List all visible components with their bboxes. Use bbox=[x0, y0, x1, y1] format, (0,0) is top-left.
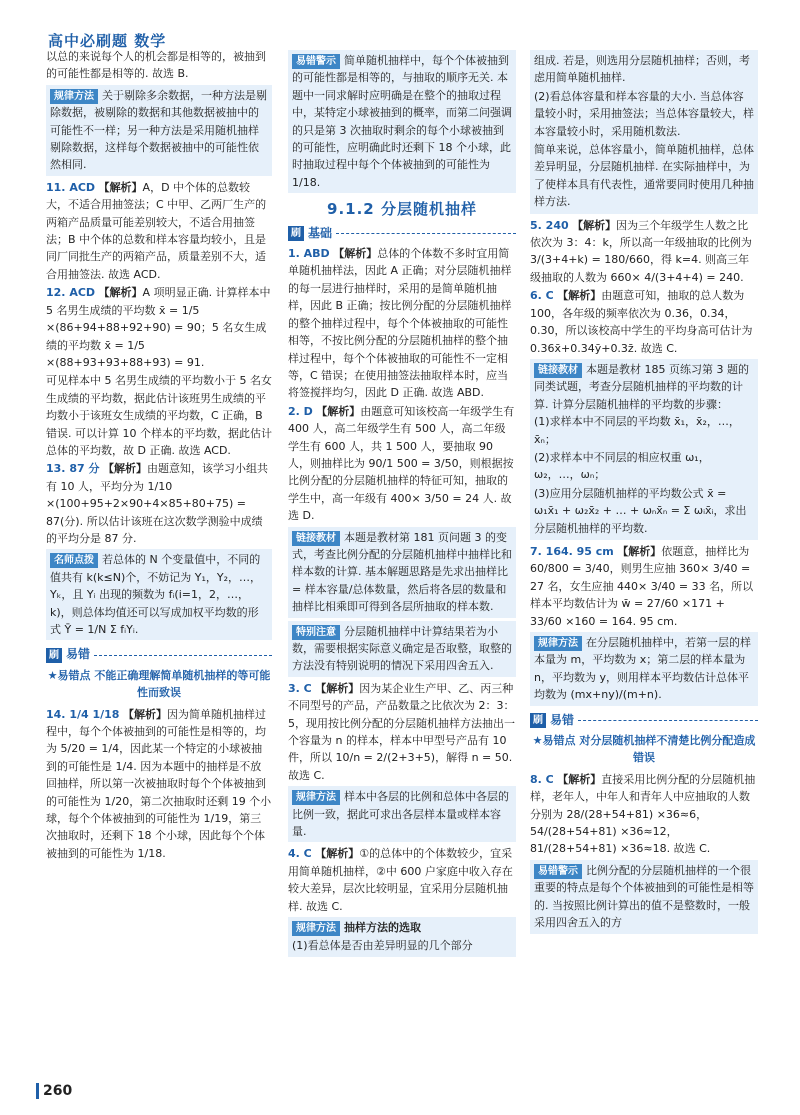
answer-2: 2. D 【解析】由题意可知该校高一年级学生有 400 人，高二年级学生有 500 人，高二年级学生有 600 人，共 1 500 人，要抽取 90 人，则抽样比为 90/1 500 = 3/50，则根据按比例分配的分层随机抽样的特征可知，抽取的学生中，高一年级有 400× 3/50 = 24 人. 故选 D. bbox=[288, 404, 515, 523]
brush-icon: 刷 bbox=[530, 713, 546, 728]
tip-tag: 规律方法 bbox=[534, 636, 582, 651]
brush-icon: 刷 bbox=[288, 226, 304, 241]
tip-box-note bbox=[288, 621, 516, 677]
tip-tag: 特别注意 bbox=[292, 625, 340, 640]
tip-text: 在分层随机抽样中，若第一层的样本量为 m，平均数为 x；第二层的样本量为 n，平均数为 y，则用样本平均数估计总体平均数为 (mx+ny)/(m+n). bbox=[534, 636, 751, 702]
answer-12: 12. ACD 【解析】A 项明显正确. 计算样本中 5 名男生成绩的平均数 x̄ = 1/5 ×(86+94+88+92+90) = 90；5 名女生成绩的平均数 x̄ = 1/5 ×(88+93+93+88+93) = 91. bbox=[46, 286, 271, 369]
tip-box-textbook-2: 链接教材 本题是教材 185 页练习第 3 题的同类试题，考查分层随机抽样的平均数的计算. 计算分层随机抽样的平均数的步骤： (1)求样本中不同层的平均数 x̄₁，x̄₂，…，x̄ₙ； (2)求样本中不同层的相应权重 ω₁，ω₂，…，ωₙ； (3)应用分层随机抽样的平均数公式 x̄ = ω₁x̄₁ + ω₂x̄₂ + … + ωₙx̄ₙ = Σ ωᵢx̄ᵢ，求出分层随机抽样的平均数. bbox=[530, 359, 758, 540]
tip-text: 分层随机抽样中计算结果若为小数，需要根据实际意义确定是否取整，取整的方法没有特别说明的情况下采用四舍五入. bbox=[292, 624, 512, 673]
tip-box-warning bbox=[288, 50, 516, 193]
tip-box-teacher bbox=[46, 549, 272, 640]
brush-icon: 刷 bbox=[46, 648, 62, 663]
tip-text: 本题是教材第 181 页问题 3 的变式，考查比例分配的分层随机抽样中抽样比和样本数的计算. 基本解题思路是先求出抽样比 = 样本容量/总体数量，然后将各层的数量和抽样比相乘即可得到各层所抽取的样本数. bbox=[292, 530, 512, 614]
page-header-title: 高中必刷题 数学 bbox=[48, 32, 167, 50]
tip-tag: 链接教材 bbox=[534, 363, 582, 378]
tip-item: (1)看总体是否由差异明显的几个部分 bbox=[292, 938, 473, 952]
tip-box-method-3 bbox=[288, 917, 516, 957]
answer-3: 3. C 【解析】因为某企业生产甲、乙、丙三种不同型号的产品，产品数量之比依次为 2：3：5，现用按比例分配的分层随机抽样方法抽出一个容量为 n 的样本，样本中甲型号产品有 10 件，所以 10/n = 2/(2+3+5)，解得 n = 50. 故选 C. bbox=[288, 681, 515, 782]
tip-tag: 链接教材 bbox=[292, 531, 340, 546]
tip-tag: 规律方法 bbox=[292, 921, 340, 936]
tip-tag: 易错警示 bbox=[534, 864, 582, 879]
section-header-errors-2: 刷 易错 bbox=[530, 712, 758, 729]
answer-8: 8. C 【解析】直接采用比例分配的分层随机抽样，老年人，中年人和青年人中应抽取的人数分别为 28/(28+54+81) ×36≈6，54/(28+54+81) ×36≈12，81/(28+54+81) ×36≈18. 故选 C. bbox=[530, 772, 756, 856]
tip-tag: 名师点拨 bbox=[50, 553, 98, 568]
tip-box-method-2 bbox=[288, 786, 516, 842]
tip-box-method-cont: 组成. 若是，则选用分层随机抽样；否则，考虑用简单随机抽样. (2)看总体容量和样本容量的大小. 当总体容量较小时，采用抽签法；当总体容量较大，样本容量较小时，采用随机数法. 简单来说，总体容量小，简单随机抽样，总体差异明显，分层随机抽样. 在实际抽样中，为了使样本具有代表性，通常要同时使用几种抽样方法. bbox=[530, 50, 758, 214]
tip-box-method-4 bbox=[530, 632, 758, 706]
answer-11: 11. ACD 【解析】A，D 中个体的总数较大，不适合用抽签法；C 中甲、乙两厂生产的两箱产品质量可能差别较大，不适合用抽签法；B 中个体的总数和样本容量均较小，且是同厂同批生产的两箱产品，质量差别不大，适合用抽签法. 故选 ACD. bbox=[46, 180, 267, 281]
answer-12-cont: 可见样本中 5 名男生成绩的平均数小于 5 名女生成绩的平均数，据此估计该班男生成绩的平均数小于该班女生成绩的平均数，C 正确，B 错误. 可以计算 10 个样本的平均数，据此估计总体的平均数，故 D 正确. 故选 ACD. bbox=[46, 374, 272, 457]
error-point: ★易错点 不能正确理解简单随机抽样的等可能性而致误 bbox=[47, 668, 271, 700]
answer-14: 14. 1/4 1/18 【解析】因为简单随机抽样过程中，每个个体被抽到的可能性是相等的，均为 5/20 = 1/4，因此某一个特定的小球被抽到的可能性是 1/4. 因为本题中的抽样是不放回抽样，所以第一次被抽取时每个个体被抽到的可能性为 1/20，第二次抽取时还剩 19 个小球，每个个体被抽到的可能性为 1/19，第三次抽取时，还剩下 18 个小球，因此每个个体被抽到的可能性为 1/18. bbox=[46, 707, 272, 860]
column-right bbox=[530, 48, 758, 937]
intro-text: 以总的来说每个人的机会都是相等的，被抽到的可能性都是相等的. 故选 B. bbox=[46, 50, 266, 81]
tip-tag: 规律方法 bbox=[50, 89, 98, 104]
answer-7: 7. 164. 95 cm 【解析】依题意，抽样比为 60/800 = 3/40，则男生应抽 360× 3/40 = 27 名，女生应抽 440× 3/40 = 33 名，所以样本平均数估计为 w̄ = 27/60 ×171 + 33/60 ×160 = 164. 95 cm. bbox=[530, 544, 754, 628]
column-left bbox=[46, 48, 272, 863]
tip-box-warning-2 bbox=[530, 860, 758, 934]
column-middle bbox=[288, 48, 516, 960]
tip-text: 若总体的 N 个变量值中，不同的值共有 k(k≤N)个，不妨记为 Y₁，Y₂，…，Yₖ，且 Yᵢ 出现的频数为 fᵢ(i=1，2，…，k)，则总体均值还可以写成加权平均数的形式 Ȳ = 1/N Σ fᵢYᵢ. bbox=[50, 553, 262, 636]
answer-6: 6. C 【解析】由题意可知，抽取的总人数为 100，各年级的频率依次为 0.36，0.34，0.30，所以该校高中学生的平均身高可估计为 0.36x̄+0.34ȳ+0.3z̄. 故选 C. bbox=[530, 289, 753, 355]
error-point-2: ★易错点 对分层随机抽样不清楚比例分配造成错误 bbox=[532, 734, 756, 765]
tip-text: 简单随机抽样中，每个个体被抽到的可能性都是相等的，与抽取的顺序无关. 本题中一同求解时应明确是在整个的抽取过程中，某特定小球被抽到的概率，而第二问强调的只是第 3 次抽取时剩余的每个小球被抽到的可能性，应明确此时还剩下 18 个小球，此时抽取过程中每个个体被抽到的可能性为 1/18. bbox=[292, 54, 512, 189]
answer-1: 1. ABD 【解析】总体的个体数不多时宜用简单随机抽样法，因此 A 正确；对分层随机抽样的每一层进行抽样时，采用的是简单随机抽样，因此 B 正确；按比例分配的分层随机抽样的整个抽样过程中，每个个体被抽取的可能性相等，不按比例分配的分层随机抽样的整个抽样过程中，每个个体被抽取的可能性不一定相等，C 错误；在使用抽签法抽取样本时，应当将签搅拌均匀，因此 D 正确. 故选 ABD. bbox=[288, 247, 512, 400]
tip-text: 比例分配的分层随机抽样的一个很重要的特点是每个个体被抽到的可能性是相等的. 当按照比例计算出的值不是整数时，一般采用四舍五入的方 bbox=[534, 863, 754, 930]
section-header-errors: 刷 易错 bbox=[46, 646, 272, 663]
answer-13: 13. 87 分 【解析】由题意知，该学习小组共有 10 人，平均分为 1/10 ×(100+95+2×90+4×85+80+75) = 87(分). 所以估计该班在这次数学测验中成绩的平均分是 87 分. bbox=[46, 462, 268, 545]
page-number: 260 bbox=[36, 1083, 72, 1099]
tip-text: 关于剔除多余数据，一种方法是剔除数据，被剔除的数据和其他数据被抽中的可能性不一样；另一种方法是采用随机抽样剔除数据，这样每个数据被抽中的可能性依然相同. bbox=[50, 88, 267, 172]
tip-text: 本题是教材 185 页练习第 3 题的同类试题，考查分层随机抽样的平均数的计算. 计算分层随机抽样的平均数的步骤： bbox=[534, 362, 749, 411]
tip-text: 样本中各层的比例和总体中各层的比例一致，据此可求出各层样本量或样本容量. bbox=[292, 790, 509, 839]
tip-tag: 易错警示 bbox=[292, 54, 340, 69]
tip-title: 抽样方法的选取 bbox=[344, 921, 421, 935]
tip-box-method bbox=[46, 85, 272, 176]
section-title: 9.1.2 分层随机抽样 bbox=[327, 200, 477, 219]
tip-tag: 规律方法 bbox=[292, 790, 340, 805]
section-header-basics: 刷 基础 bbox=[288, 225, 516, 242]
tip-box-textbook bbox=[288, 527, 516, 618]
answer-4: 4. C 【解析】①的总体中的个体数较少，宜采用简单随机抽样，②中 600 户家庭中收入存在较大差异，层次比较明显，宜采用分层随机抽样. 故选 C. bbox=[288, 847, 513, 913]
answer-5: 5. 240 【解析】因为三个年级学生人数之比依次为 3：4：k，所以高一年级抽取的比例为 3/(3+4+k) = 180/660，得 k=4. 则高三年级抽取的人数为 660× 4/(3+4+4) = 240. bbox=[530, 218, 752, 284]
